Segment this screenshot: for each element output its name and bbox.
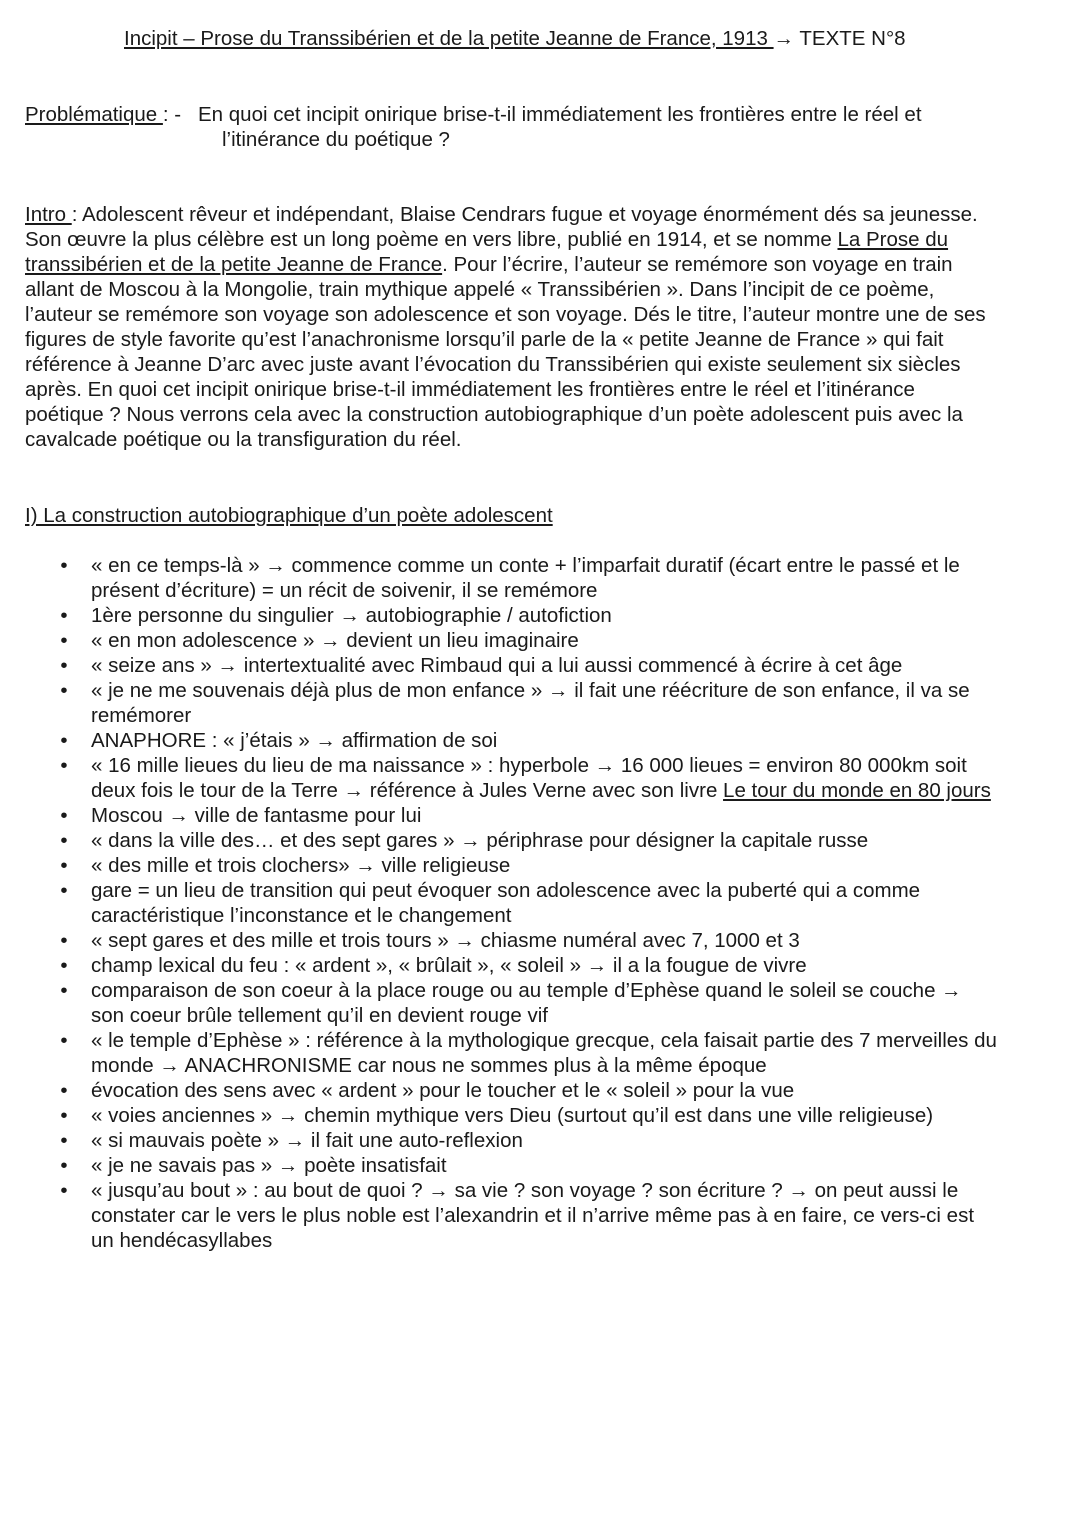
section-heading: I) La construction autobiographique d’un poète adolescent [25,504,553,527]
title-suffix: → TEXTE N°8 [773,27,906,50]
list-item-line: « des mille et trois clochers» → ville religieuse [91,854,511,877]
list-item-line: « je ne savais pas » → poète insatisfait [91,1154,447,1177]
list-item-line: « le temple d’Ephèse » : référence à la mythologique grecque, cela faisait partie des 7 merveilles du [91,1029,997,1052]
problematique-label-wrap [25,102,181,127]
bullet-icon: • [60,854,68,877]
book-title: transsibérien et de la petite Jeanne de France [25,253,443,276]
intro-text: : Adolescent rêveur et indépendant, Blaise Cendrars fugue et voyage énormément dés sa jeunesse. [71,203,978,226]
intro-line: allant de Moscou à la Mongolie, train mythique appelé « Transsibérien ». Dans l’incipit de ce poème, [25,278,935,301]
problematique-line-1: En quoi cet incipit onirique brise-t-il immédiatement les frontières entre le réel et [198,103,922,126]
intro-paragraph [25,202,1055,452]
list-item-line: deux fois le tour de la Terre → référence à Jules Verne avec son livre Le tour du monde en 80 jours [91,779,991,802]
list-item [0,628,1080,653]
list-item-line: « dans la ville des… et des sept gares » → périphrase pour désigner la capitale russe [91,829,869,852]
list-item-line: évocation des sens avec « ardent » pour le toucher et le « soleil » pour la vue [91,1079,795,1102]
list-item [0,603,1080,628]
list-item-line: « jusqu’au bout » : au bout de quoi ? → sa vie ? son voyage ? son écriture ? → on peut aussi le [91,1179,959,1202]
problematique-label: Problématique [25,103,163,126]
bullet-icon: • [60,929,68,952]
bullet-icon: • [60,604,68,627]
list-item [0,1153,1080,1178]
list-item [0,953,1080,978]
list-item-line: « si mauvais poète » → il fait une auto-reflexion [91,1129,523,1152]
bullet-list [0,553,1080,1253]
list-item-line: gare = un lieu de transition qui peut évoquer son adolescence avec la puberté qui a comme [91,879,921,902]
bullet-icon: • [60,1104,68,1127]
list-item-line: remémorer [91,704,192,727]
bullet-icon: • [60,1129,68,1152]
list-item-line: « je ne me souvenais déjà plus de mon enfance » → il fait une réécriture de son enfance, il va se [91,679,970,702]
problematique-line-2: l’itinérance du poétique ? [222,128,450,151]
bullet-icon: • [60,554,68,577]
bullet-icon: • [60,1079,68,1102]
bullet-icon: • [60,754,68,777]
intro-line: cavalcade poétique ou la transfiguration du réel. [25,428,462,451]
list-item [0,1028,1080,1078]
intro-line: après. En quoi cet incipit onirique brise-t-il immédiatement les frontières entre le réel et l’itinérance [25,378,915,401]
list-item [0,753,1080,803]
problematique-sep: : - [162,103,182,126]
intro-text: . Pour l’écrire, l’auteur se remémore son voyage en train [442,253,953,276]
list-item-line: « en ce temps-là » → commence comme un conte + l’imparfait duratif (écart entre le passé et le [91,554,960,577]
list-item [0,1078,1080,1103]
list-item-line: « sept gares et des mille et trois tours » → chiasme numéral avec 7, 1000 et 3 [91,929,800,952]
list-item-line: Moscou → ville de fantasme pour lui [91,804,422,827]
list-item [0,1128,1080,1153]
intro-line: référence à Jeanne D’arc avec juste avant l’évocation du Transsibérien qui existe seulement six siècles [25,353,961,376]
intro-line [25,252,1055,277]
title-underlined: Incipit – Prose du Transsibérien et de la petite Jeanne de France, 1913 [124,27,774,50]
bullet-icon: • [60,729,68,752]
list-item [0,1178,1080,1253]
bullet-icon: • [60,629,68,652]
list-item [0,553,1080,603]
list-item-line: monde → ANACHRONISME car nous ne sommes plus à la même époque [91,1054,767,1077]
list-item-line: comparaison de son coeur à la place rouge ou au temple d’Ephèse quand le soleil se couche → [91,979,962,1002]
list-item [0,728,1080,753]
list-item-line: constater car le vers le plus noble est l’alexandrin et il n’arrive même pas à en faire, ce vers-ci est [91,1204,975,1227]
list-item-line: ANAPHORE : « j’étais » → affirmation de soi [91,729,498,752]
intro-line: poétique ? Nous verrons cela avec la construction autobiographique d’un poète adolescent puis avec la [25,403,963,426]
list-item-line: présent d’écriture) = un récit de soivenir, il se remémore [91,579,598,602]
intro-label: Intro [25,203,72,226]
list-item [0,1103,1080,1128]
list-item [0,978,1080,1028]
document-title [124,26,1064,51]
bullet-icon: • [60,679,68,702]
bullet-icon: • [60,954,68,977]
list-item [0,828,1080,853]
list-item-line: « 16 mille lieues du lieu de ma naissance » : hyperbole → 16 000 lieues = environ 80 000km soit [91,754,967,777]
bullet-icon: • [60,804,68,827]
intro-text: Son œuvre la plus célèbre est un long poème en vers libre, publié en 1914, et se nomme [25,228,838,251]
list-item-line: « en mon adolescence » → devient un lieu imaginaire [91,629,579,652]
intro-line [25,202,1055,227]
list-item-line: « voies anciennes » → chemin mythique vers Dieu (surtout qu’il est dans une ville religieuse) [91,1104,934,1127]
bullet-icon: • [60,979,68,1002]
intro-line [25,227,1055,252]
list-item-line: son coeur brûle tellement qu’il en devient rouge vif [91,1004,548,1027]
list-item-line: caractéristique l’inconstance et le changement [91,904,512,927]
list-item [0,853,1080,878]
bullet-icon: • [60,1179,68,1202]
bullet-icon: • [60,829,68,852]
list-item [0,678,1080,728]
bullet-icon: • [60,654,68,677]
list-item-line: champ lexical du feu : « ardent », « brûlait », « soleil » → il a la fougue de vivre [91,954,807,977]
bullet-icon: • [60,1029,68,1052]
book-title: La Prose du [837,228,949,251]
list-item-line: 1ère personne du singulier → autobiographie / autofiction [91,604,612,627]
intro-line: l’auteur se remémore son voyage son adolescence et son voyage. Dés le titre, l’auteur montre une de ses [25,303,986,326]
list-item-line: un hendécasyllabes [91,1229,273,1252]
book-title: Le tour du monde en 80 jours [723,779,991,802]
list-item-line: « seize ans » → intertextualité avec Rimbaud qui a lui aussi commencé à écrire à cet âge [91,654,903,677]
list-item [0,878,1080,928]
list-item [0,653,1080,678]
bullet-icon: • [60,1154,68,1177]
bullet-icon: • [60,879,68,902]
list-item [0,803,1080,828]
list-item [0,928,1080,953]
intro-line: figures de style favorite qu’est l’anachronisme lorsqu’il parle de la « petite Jeanne de France » qui fait [25,328,944,351]
